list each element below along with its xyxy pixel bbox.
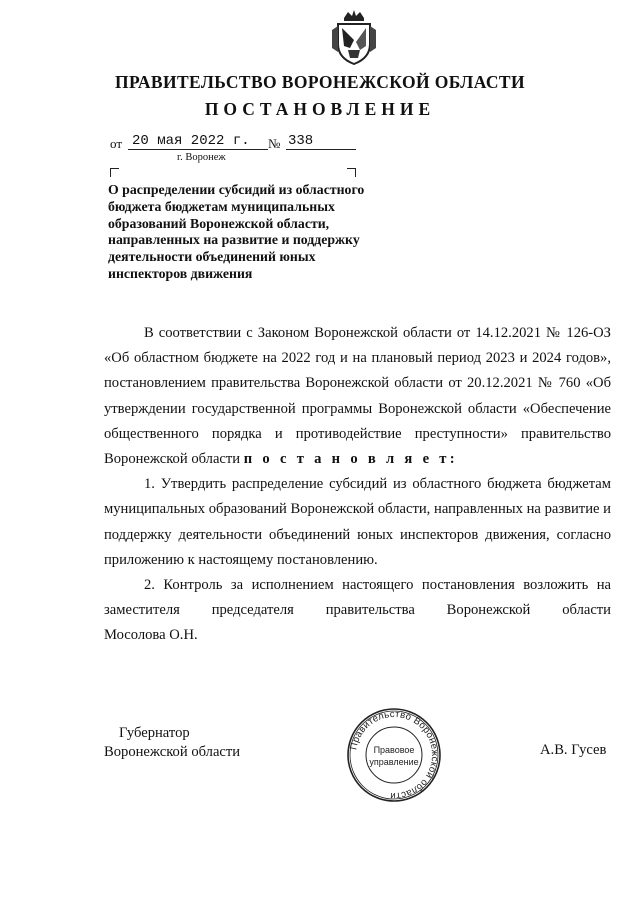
city-label: г. Воронеж	[177, 152, 226, 163]
stamp-inner-line1: Правовое	[373, 745, 415, 755]
document-subject: О распределении субсидий из областного бюджета бюджетам муниципальных образований Воронежской области, направленных на развитие и поддержку деятельности объединений юных инспекторов движения	[108, 182, 365, 281]
stamp-outer-text: Правительство Воронежской области	[348, 708, 441, 802]
signatory-title-line1: Губернатор	[119, 725, 190, 741]
document-date: 20 мая 2022 г.	[128, 133, 268, 150]
subject-corner-right	[347, 168, 356, 177]
document-number: 338	[286, 133, 356, 150]
preamble-text: В соответствии с Законом Воронежской области от 14.12.2021 № 126-ОЗ «Об областном бюджете на 2022 год и на плановый период 2023 и 2024 годов», постановлением правительства Воронежской области от 20.12.2021 № 760 «Об утверждении государственной программы Воронежской области «Обеспечение общественного порядка и противодействие преступности» правительство Воронежской области	[104, 325, 611, 468]
date-prefix: от	[110, 136, 123, 151]
coat-of-arms-icon	[330, 8, 378, 66]
resolves-word: п о с т а н о в л я е т:	[243, 451, 458, 468]
item-1: 1. Утвердить распределение субсидий из областного бюджета бюджетам муниципальных образований Воронежской области, направленных на развитие и поддержку деятельности объединений юных инспекторов движения, согласно приложению к настоящему постановлению.	[104, 476, 611, 568]
official-stamp	[346, 707, 442, 803]
signatory-name: А.В. Гусев	[540, 742, 607, 758]
preamble-paragraph	[104, 321, 611, 472]
number-prefix: №	[268, 136, 281, 151]
item-2-end: Мосолова О.Н.	[104, 627, 198, 644]
number-field	[286, 132, 354, 150]
signatory-title	[104, 724, 240, 761]
date-field	[128, 132, 264, 150]
item-2: 2. Контроль за исполнением настоящего постановления возложить на заместителя председателя правительства Воронежской области	[104, 577, 611, 619]
stamp-inner-line2: управление	[369, 757, 419, 767]
organization-title: ПРАВИТЕЛЬСТВО ВОРОНЕЖСКОЙ ОБЛАСТИ	[114, 72, 526, 92]
document-body	[104, 321, 611, 649]
signatory-title-line2: Воронежской области	[104, 743, 241, 760]
document-type: ПОСТАНОВЛЕНИЕ	[204, 99, 436, 119]
subject-corner-left	[110, 168, 119, 177]
